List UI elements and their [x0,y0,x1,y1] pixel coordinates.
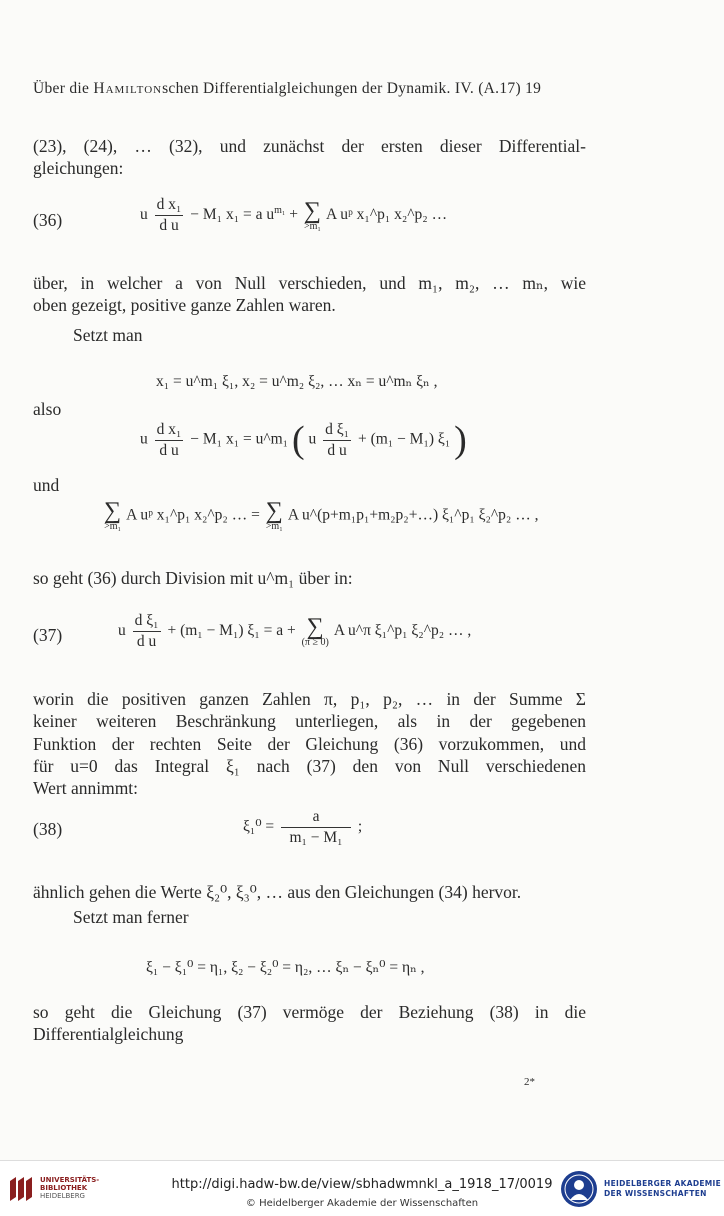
fraction-numerator: d ξ₁ [323,421,351,441]
left-paren: ( [291,419,305,461]
math-term: + (m₁ − M₁) ξ₁ = a + [167,622,296,640]
math-term: + (m₁ − M₁) ξ₁ [357,430,451,448]
text-line: für u=0 das Integral ξ₁ nach (37) den von Null verschiedenen [33,756,586,776]
text-line: Funktion der rechten Seite der Gleichung (36) vorzukommen, und [33,734,586,754]
math-term: − M₁ x₁ = u^m₁ [190,430,289,448]
text-line: (23), (24), … (32), und zunächst der ersten dieser Differential- [33,136,586,156]
fraction [133,612,161,651]
math-term: u [308,430,317,448]
equation-38 [243,808,362,847]
text-line: ähnlich gehen die Werte ξ₂⁰, ξ₃⁰, … aus den Gleichungen (34) hervor. [33,882,522,902]
fraction-denominator: d u [327,441,347,459]
math-term: ; [357,818,363,836]
text-line: Setzt man [73,325,143,345]
header-name: Hamilton [93,80,163,97]
fraction [281,808,351,847]
math-term: u [118,622,126,640]
fraction-numerator: d ξ₁ [133,612,161,632]
fraction [155,196,184,235]
uni-line: BIBLIOTHEK [40,1184,88,1192]
text-line: oben gezeigt, positive ganze Zahlen waren. [33,295,336,315]
text-line: und [33,475,60,495]
sum-symbol: ∑ >m₁ [104,498,122,532]
math-term: + [289,206,298,224]
equation-number: (37) [33,625,63,645]
equation-37 [118,612,471,651]
equation-36 [140,196,447,235]
text-line: keiner weiteren Beschränkung unterliegen, als in der gegebenen [33,711,586,731]
equation-number: (36) [33,210,63,230]
substitution-equation: x₁ = u^m₁ ξ₁, x₂ = u^m₂ ξ₂, … xₙ = u^mₙ ξₙ , [156,373,438,390]
text-line: so geht die Gleichung (37) vermöge der Beziehung (38) in die [33,1002,586,1022]
sum-subscript: >m₁ [104,521,121,532]
text-line: über, in welcher a von Null verschieden, und m₁, m₂, … mₙ, wie [33,273,586,293]
fraction-numerator: d x₁ [155,196,184,216]
academy-name [604,1179,721,1199]
footer-bar [0,1160,724,1216]
math-term: ξ₁⁰ = [243,818,275,836]
math-term: u [140,430,148,448]
text-line: Differentialgleichung [33,1024,184,1044]
fraction [155,421,184,460]
math-exponent: m₁ [274,204,286,216]
eta-equation: ξ₁ − ξ₁⁰ = η₁, ξ₂ − ξ₂⁰ = η₂, … ξₙ − ξₙ⁰ = ηₙ , [146,959,425,976]
running-header [33,78,541,100]
source-url-link[interactable]: http://digi.hadw-bw.de/view/sbhadwmnkl_a_1918_17/0019 [171,1177,553,1192]
sum-symbol: ∑ (π ≥ 0) [301,613,329,648]
fraction-numerator: d x₁ [155,421,184,441]
uni-line: HEIDELBERG [40,1192,85,1200]
academy-seal-icon [560,1170,598,1208]
sum-symbol: ∑ >m₁ [265,498,283,532]
page-signature: 2* [524,1076,535,1088]
fraction-numerator: a [281,808,351,828]
fraction-denominator: d u [159,441,179,459]
right-paren: ) [454,419,467,461]
equation-number: (38) [33,819,63,839]
copyright-notice: © Heidelberger Akademie der Wissenschaften [245,1198,479,1209]
math-term: A u^π ξ₁^p₁ ξ₂^p₂ … , [333,622,472,640]
text-line: so geht (36) durch Division mit u^m₁ über in: [33,568,353,588]
akad-line: DER WISSENSCHAFTEN [604,1189,707,1198]
also-equation [140,418,467,462]
sum-subscript: >m₁ [265,521,283,532]
sum-subscript: >m₁ [303,220,321,232]
math-term: A uᵖ x₁^p₁ x₂^p₂ … = [126,506,260,524]
text-line: Setzt man ferner [73,907,189,927]
text-line: gleichungen: [33,158,124,178]
header-pre: Über die [33,80,90,97]
fraction [323,421,351,460]
sum-subscript: (π ≥ 0) [301,636,329,648]
text-line: also [33,399,62,419]
fraction-denominator: m₁ − M₁ [289,829,343,846]
header-post: schen Differentialgleichungen der Dynamik. IV. (A.17) 19 [162,80,542,97]
und-equation [102,500,538,532]
sum-symbol: ∑ >m₁ [303,197,321,232]
math-term: − M₁ x₁ = a u [190,206,275,224]
text-line: Wert annimmt: [33,778,139,798]
akad-line: HEIDELBERGER AKADEMIE [604,1179,722,1188]
uni-line: UNIVERSITÄTS- [40,1176,100,1184]
fraction-denominator: d u [136,633,157,650]
fraction-denominator: d u [159,217,179,234]
math-term: u [140,206,148,224]
text-line: worin die positiven ganzen Zahlen π, p₁, p₂, … in der Summe Σ [33,689,586,709]
math-term: A u^(p+m₁p₁+m₂p₂+…) ξ₁^p₁ ξ₂^p₂ … , [287,506,539,524]
math-term: A uᵖ x₁^p₁ x₂^p₂ … [326,206,448,224]
